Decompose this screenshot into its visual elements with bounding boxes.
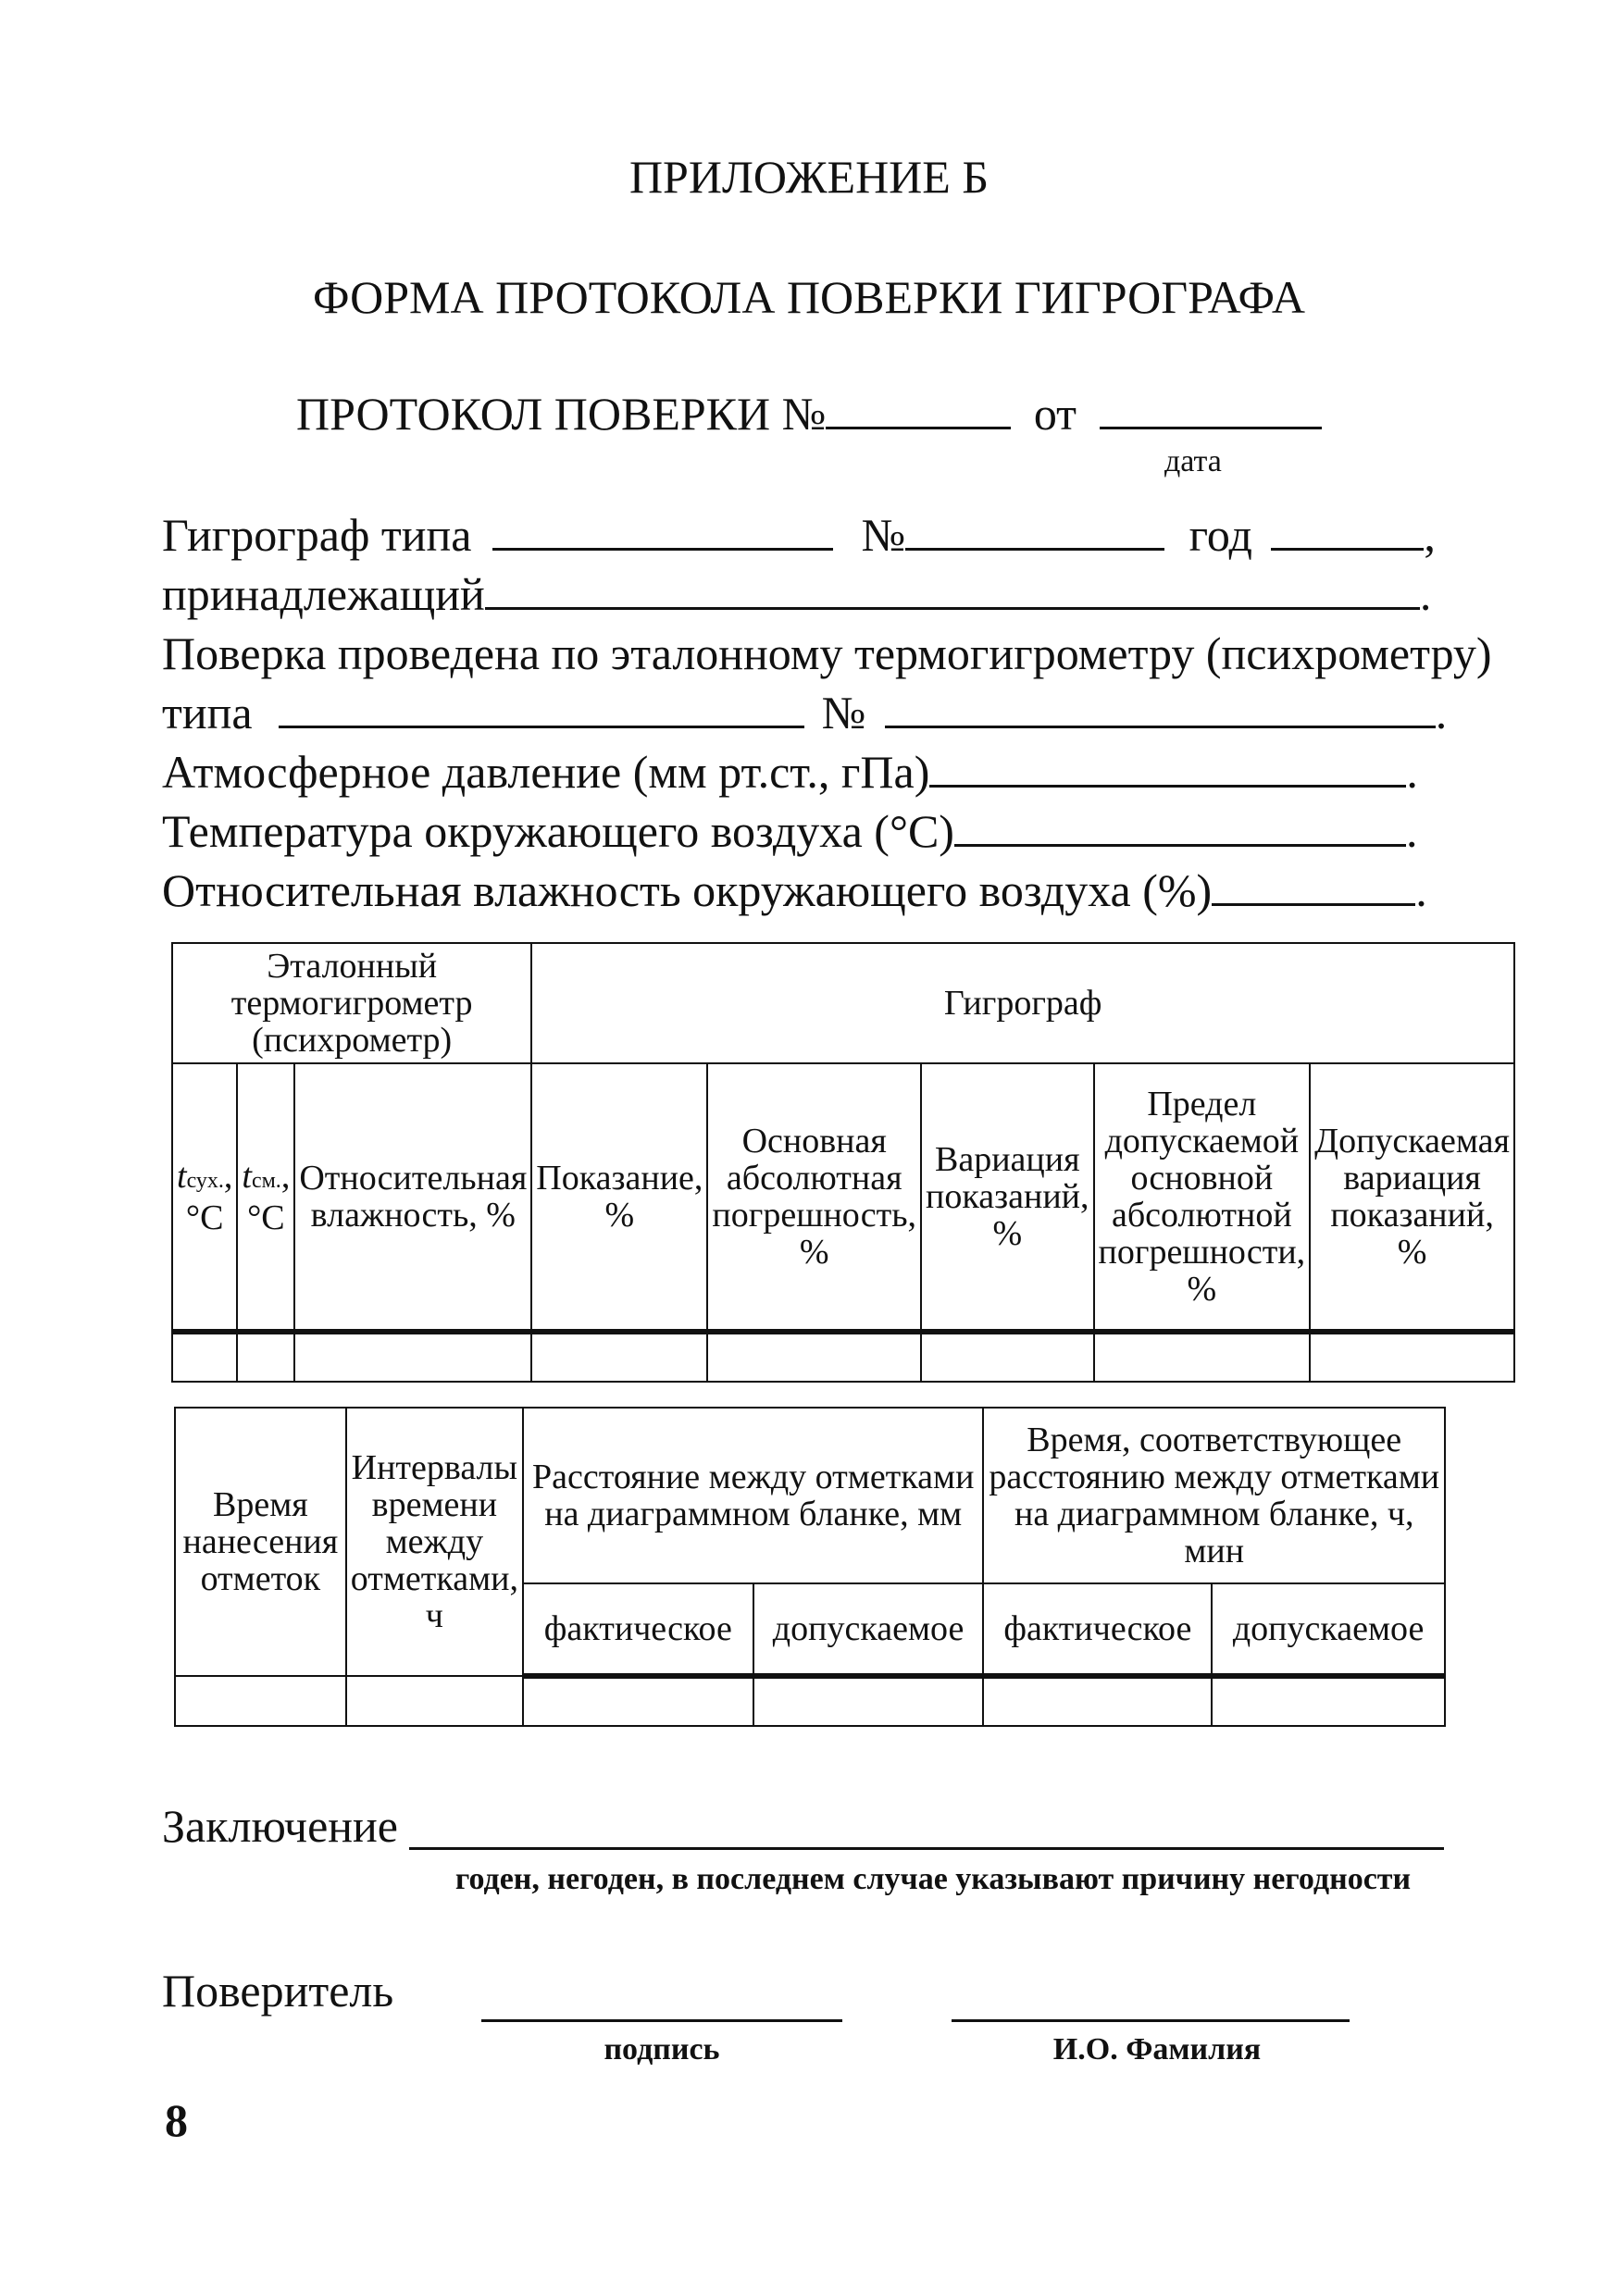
hygrograph-type-label: Гигрограф типа [162, 509, 472, 561]
table-cell[interactable] [921, 1332, 1093, 1382]
hygrograph-number-field[interactable] [905, 511, 1164, 551]
distance-allowed-header: допускаемое [753, 1583, 984, 1676]
protocol-label: ПРОТОКОЛ ПОВЕРКИ № [296, 388, 827, 440]
humidity-field[interactable] [1212, 866, 1415, 906]
reference-period: . [1435, 687, 1448, 738]
reference-type-line [162, 685, 1458, 740]
table-cell[interactable] [523, 1676, 753, 1726]
protocol-from-label: от [1033, 388, 1077, 440]
pressure-period: . [1406, 746, 1418, 798]
table-cell[interactable] [983, 1676, 1212, 1726]
name-caption: И.О. Фамилия [1052, 2032, 1262, 2066]
pressure-line [162, 744, 1458, 800]
table-cell[interactable] [172, 1332, 237, 1382]
belonging-line [162, 566, 1458, 622]
t-dry-symbol: t [177, 1156, 187, 1196]
pressure-label: Атмосферное давление (мм рт.ст., гПа) [162, 746, 930, 798]
table-cell[interactable] [294, 1332, 531, 1382]
belonging-field[interactable] [485, 570, 1420, 610]
temperature-label: Температура окружающего воздуха (°С) [162, 805, 954, 857]
distance-group-header: Расстояние между отметками на диаграммном бланке, мм [523, 1408, 984, 1583]
year-label: год [1189, 509, 1252, 561]
table-cell[interactable] [1310, 1332, 1514, 1382]
table-cell[interactable] [531, 1332, 707, 1382]
time-actual-header: фактическое [983, 1583, 1212, 1676]
belonging-period: . [1419, 568, 1432, 620]
protocol-line [296, 387, 1361, 441]
t-dry-unit: , °С [185, 1156, 233, 1237]
t-wet-unit: , °С [247, 1156, 291, 1237]
humidity-label: Относительная влажность окружающего воздуха (%) [162, 864, 1213, 916]
time-group-header: Время, соответствующее расстоянию между отметками на диаграммном бланке, ч, мин [983, 1408, 1445, 1583]
t-wet-symbol: t [242, 1156, 252, 1196]
t-dry-header [172, 1063, 237, 1332]
year-field[interactable] [1271, 511, 1424, 551]
name-field[interactable] [952, 2019, 1350, 2022]
verification-line: Поверка проведена по эталонному термогигрометру (психрометру) [162, 627, 1492, 679]
reference-type-label: типа [162, 687, 253, 738]
reference-number-label: № [821, 687, 866, 738]
hygrograph-number-label: № [861, 509, 906, 561]
hygrograph-group-header: Гигрограф [531, 943, 1514, 1063]
table-cell[interactable] [1094, 1332, 1311, 1382]
reference-number-field[interactable] [885, 689, 1436, 728]
abs-error-header: Основная абсолютная погрешность, % [707, 1063, 921, 1332]
protocol-date-field[interactable] [1100, 390, 1322, 429]
reference-group-header: Эталонный термогигрометр (психрометр) [172, 943, 531, 1063]
temperature-line [162, 803, 1458, 859]
allowed-variation-header: Допускаемая вариация показаний, % [1310, 1063, 1514, 1332]
table-cell[interactable] [1212, 1676, 1445, 1726]
verifier-label: Поверитель [162, 1965, 394, 2017]
reading-header: Показание, % [531, 1063, 707, 1332]
time-allowed-header: допускаемое [1212, 1583, 1445, 1676]
time-marks-table [174, 1407, 1446, 1727]
t-wet-header [237, 1063, 294, 1332]
year-comma: , [1424, 509, 1436, 561]
page-number: 8 [165, 2094, 188, 2146]
table-cell[interactable] [707, 1332, 921, 1382]
protocol-number-field[interactable] [826, 390, 1011, 429]
appendix-title: ПРИЛОЖЕНИЕ Б [629, 151, 989, 203]
table-cell[interactable] [346, 1676, 523, 1726]
measurement-table [171, 942, 1515, 1383]
signature-caption: подпись [604, 2032, 720, 2066]
conclusion-label: Заключение [162, 1800, 398, 1852]
temperature-field[interactable] [954, 807, 1406, 847]
limit-error-header: Предел допускаемой основной абсолютной погрешности, % [1094, 1063, 1311, 1332]
form-title: ФОРМА ПРОТОКОЛА ПОВЕРКИ ГИГРОГРАФА [312, 271, 1306, 323]
hygrograph-type-field[interactable] [492, 511, 833, 551]
t-wet-subscript: см. [251, 1168, 281, 1193]
variation-header: Вариация показаний, % [921, 1063, 1093, 1332]
table-cell[interactable] [753, 1676, 984, 1726]
table-cell[interactable] [237, 1332, 294, 1382]
table-cell[interactable] [175, 1676, 346, 1726]
signature-field[interactable] [481, 2019, 842, 2022]
conclusion-caption: годен, негоден, в последнем случае указывают причину негодности [454, 1862, 1412, 1896]
distance-actual-header: фактическое [523, 1583, 753, 1676]
temperature-period: . [1405, 805, 1418, 857]
reference-type-field[interactable] [279, 689, 804, 728]
humidity-period: . [1415, 864, 1427, 916]
rel-humidity-header: Относительная влажность, % [294, 1063, 531, 1332]
intervals-header: Интервалы времени между отметками, ч [346, 1408, 523, 1676]
table-row [172, 1332, 1514, 1382]
pressure-field[interactable] [929, 748, 1406, 788]
conclusion-field[interactable] [409, 1847, 1444, 1850]
date-caption: дата [1164, 444, 1222, 478]
hygrograph-line [162, 507, 1458, 563]
belonging-label: принадлежащий [162, 568, 485, 620]
t-dry-subscript: сух. [186, 1168, 224, 1193]
table-row [175, 1676, 1445, 1726]
time-marks-header: Время нанесения отметок [175, 1408, 346, 1676]
humidity-line [162, 863, 1458, 918]
